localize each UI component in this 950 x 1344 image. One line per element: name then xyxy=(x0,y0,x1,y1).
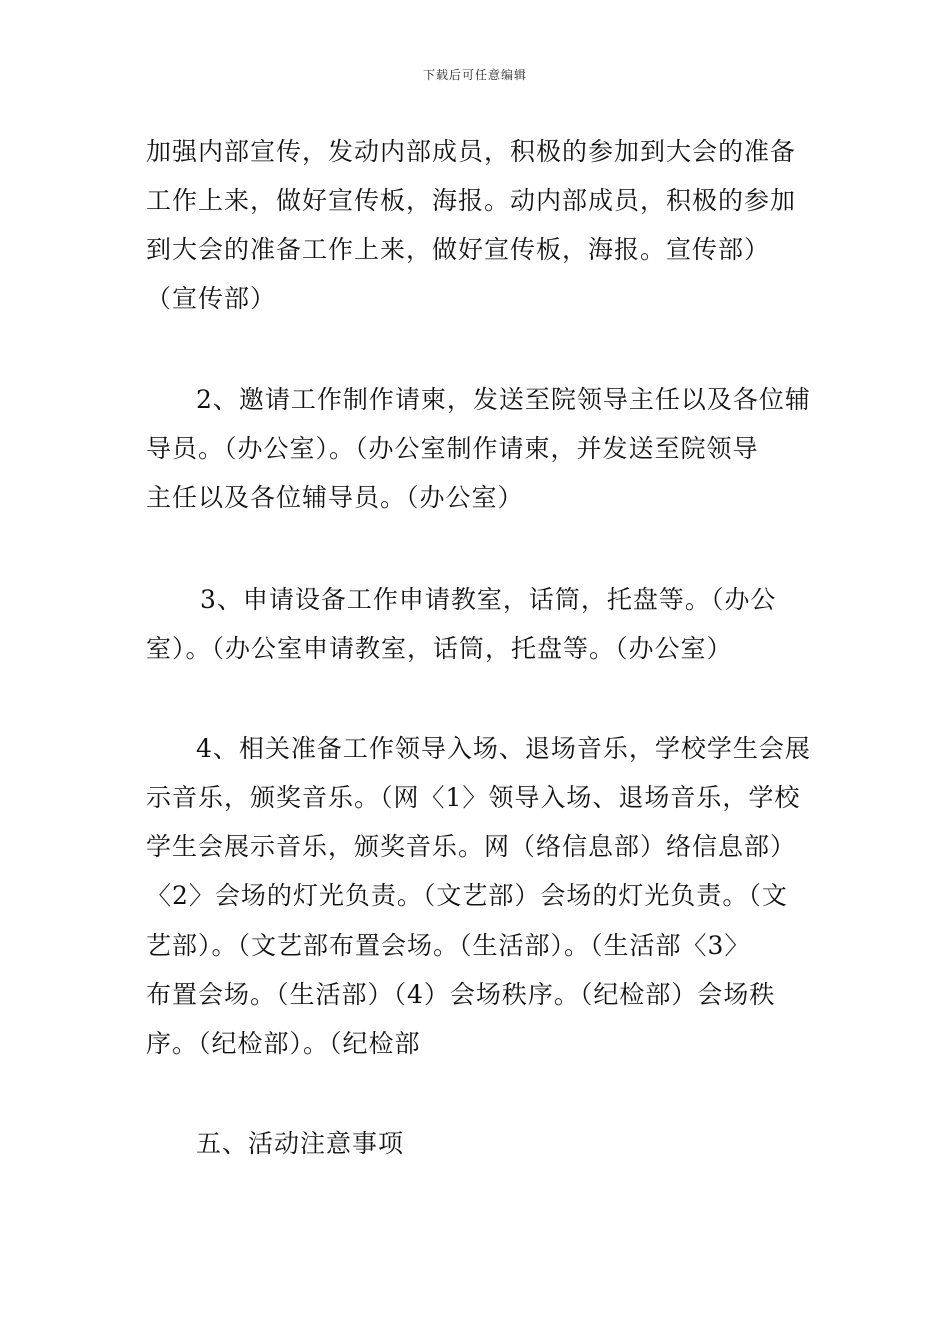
paragraph-4-line-5: 艺部）。（文艺部布置会场。（生活部）。（生活部〈3〉 xyxy=(146,931,751,960)
paragraph-2-line-3: 主任以及各位辅导员。（办公室） xyxy=(146,483,524,512)
section-heading: 五、活动注意事项 xyxy=(196,1129,405,1158)
paragraph-4-line-4: 〈2〉会场的灯光负责。（文艺部）会场的灯光负责。（文 xyxy=(146,881,788,910)
paragraph-4-line-6: 布置会场。（生活部）（4）会场秩序。（纪检部）会场秩 xyxy=(146,980,776,1009)
paragraph-1-line-3: 到大会的准备工作上来，做好宣传板，海报。宣传部） xyxy=(146,235,771,264)
paragraph-1-line-4: （宣传部） xyxy=(146,284,277,313)
paragraph-4-line-2: 示音乐，颁奖音乐。（网〈1〉领导入场、退场音乐，学校 xyxy=(146,783,801,812)
paragraph-3-line-1: 3、申请设备工作申请教室，话筒，托盘等。（办公 xyxy=(200,585,777,614)
paragraph-1-line-2: 工作上来，做好宣传板，海报。动内部成员，积极的参加 xyxy=(146,186,797,215)
paragraph-4-line-1: 4、相关准备工作领导入场、退场音乐，学校学生会展 xyxy=(196,734,811,763)
paragraph-3-line-2: 室）。（办公室申请教室，话筒，托盘等。（办公室） xyxy=(146,634,733,663)
paragraph-2-line-2: 导员。（办公室）。（办公室制作请柬，并发送至院领导 xyxy=(146,434,759,463)
paragraph-4-line-7: 序。（纪检部）。（纪检部 xyxy=(146,1029,421,1058)
page-header: 下载后可任意编辑 xyxy=(422,68,527,82)
paragraph-4-line-3: 学生会展示音乐，颁奖音乐。网（络信息部）络信息部） xyxy=(146,832,797,861)
paragraph-1-line-1: 加强内部宣传，发动内部成员，积极的参加到大会的准备 xyxy=(146,137,797,166)
paragraph-2-line-1: 2、邀请工作制作请柬，发送至院领导主任以及各位辅 xyxy=(196,385,811,414)
